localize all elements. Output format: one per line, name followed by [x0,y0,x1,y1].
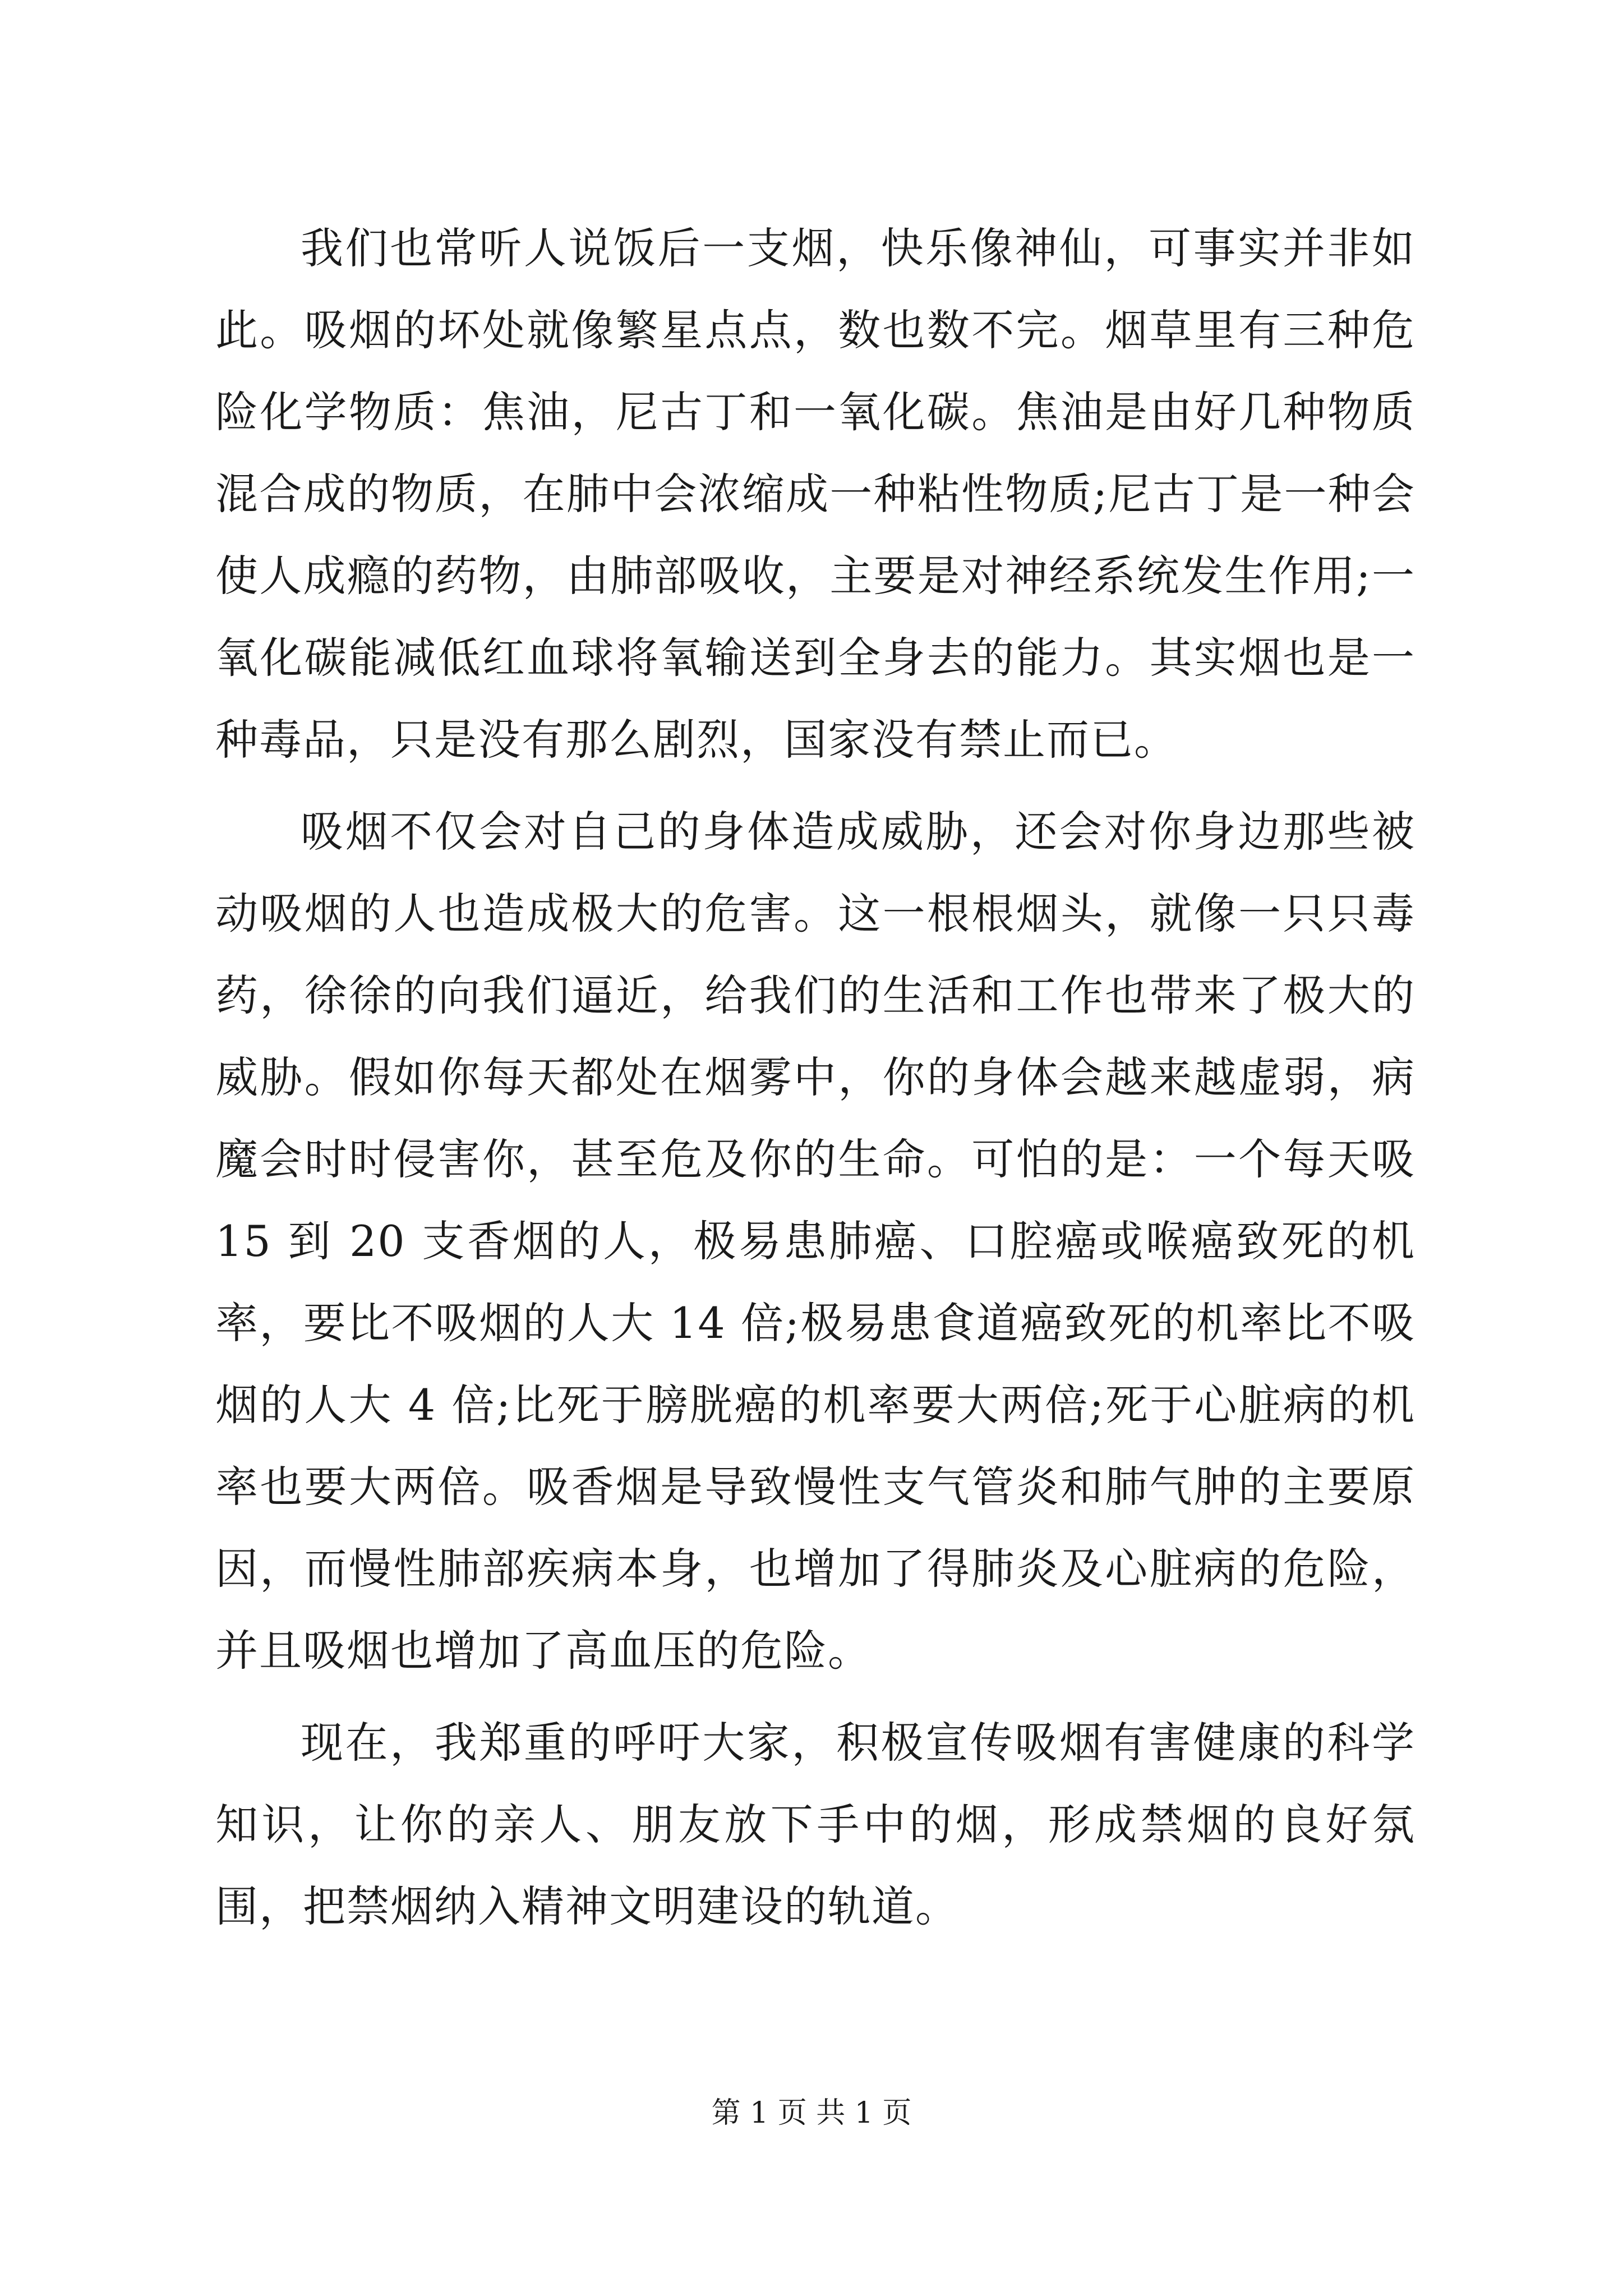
document-body [215,208,1415,1948]
paragraph-appeal: 现在，我郑重的呼吁大家，积极宣传吸烟有害健康的科学知识，让你的亲人、朋友放下手中的烟，形成禁烟的良好氛围，把禁烟纳入精神文明建设的轨道。 [215,1718,1415,1931]
paragraph-passive-smoking: 吸烟不仅会对自己的身体造成威胁，还会对你身边那些被动吸烟的人也造成极大的危害。这一根根烟头，就像一只只毒药，徐徐的向我们逼近，给我们的生活和工作也带来了极大的威胁。假如你每天都处在烟雾中，你的身体会越来越虚弱，病魔会时时侵害你，甚至危及你的生命。可怕的是：一个每天吸 15 到 20 支香烟的人，极易患肺癌、口腔癌或喉癌致死的机率，要比不吸烟的人大 14 倍;极易患食道癌致死的机率比不吸烟的人大 4 倍;比死于膀胱癌的机率要大两倍;死于心脏病的机率也要大两倍。吸香烟是导致慢性支气管炎和肺气肿的主要原因，而慢性肺部疾病本身，也增加了得肺炎及心脏病的危险，并且吸烟也增加了高血压的危险。 [215,807,1415,1676]
paragraph-smoking-harms: 我们也常听人说饭后一支烟，快乐像神仙，可事实并非如此。吸烟的坏处就像繁星点点，数也数不完。烟草里有三种危险化学物质：焦油，尼古丁和一氧化碳。焦油是由好几种物质混合成的物质，在肺中会浓缩成一种粘性物质;尼古丁是一种会使人成瘾的药物，由肺部吸收，主要是对神经系统发生作用;一氧化碳能减低红血球将氧输送到全身去的能力。其实烟也是一种毒品，只是没有那么剧烈，国家没有禁止而已。 [215,223,1415,765]
page-number-footer: 第 1 页 共 1 页 [711,2096,912,2130]
